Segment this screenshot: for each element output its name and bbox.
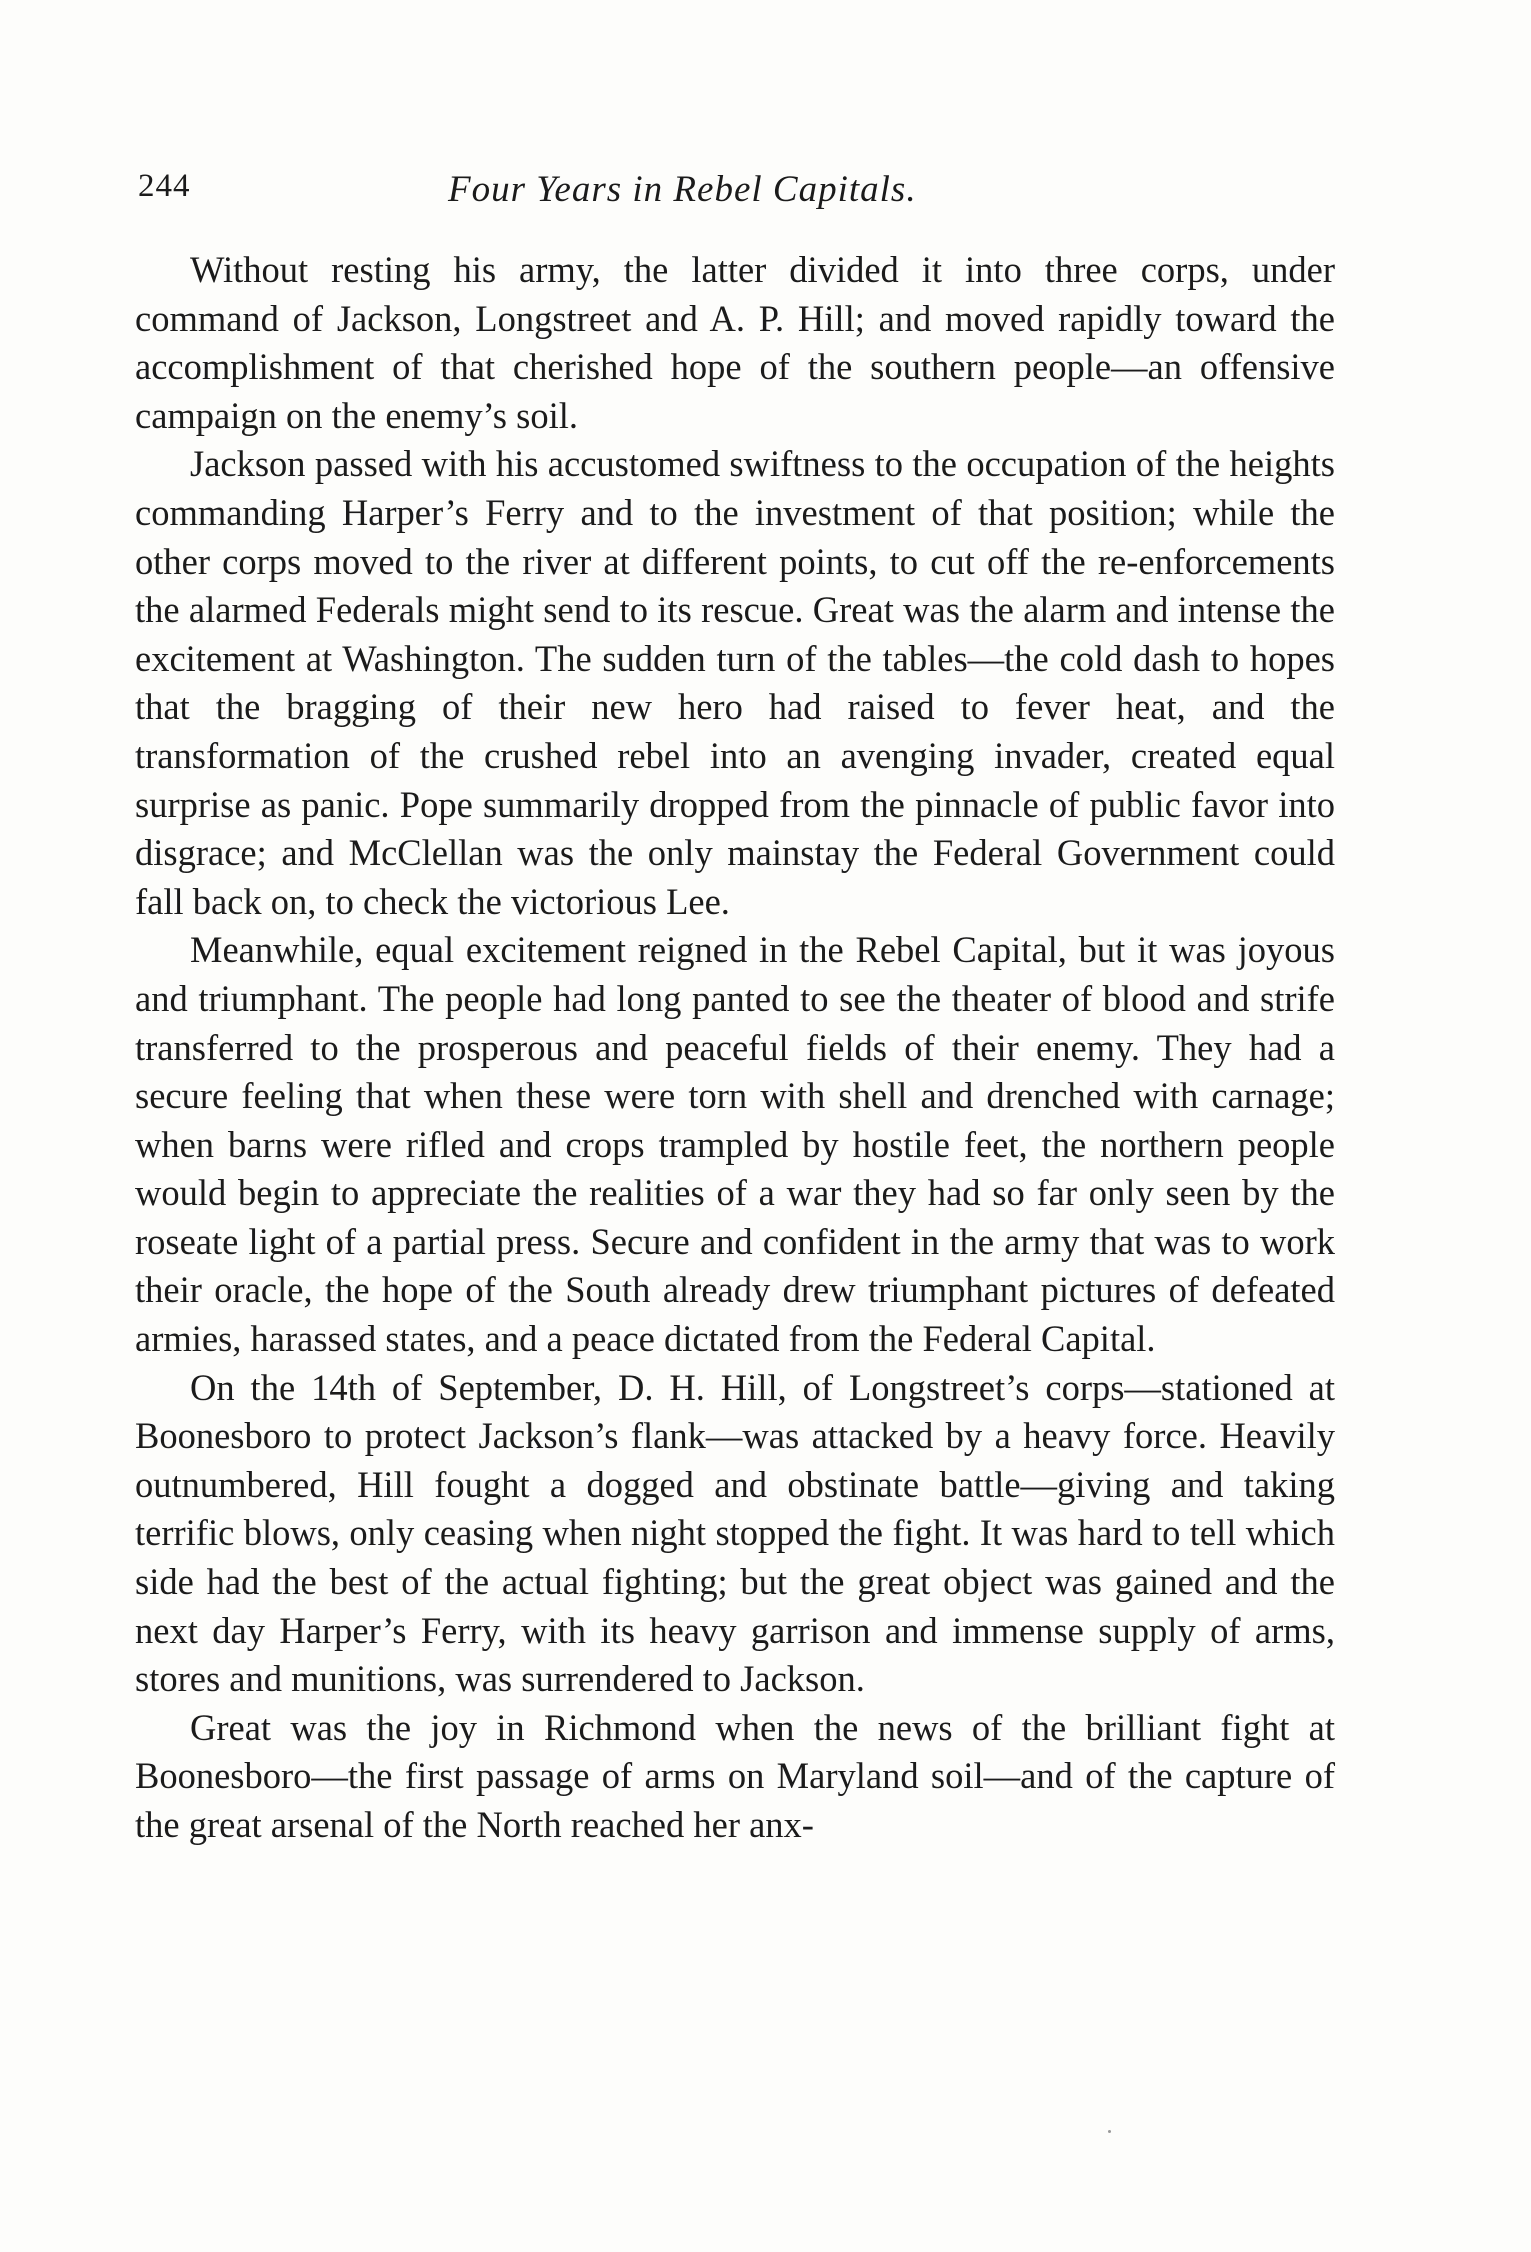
running-title: Four Years in Rebel Capitals. (448, 169, 917, 210)
paragraph-5: Great was the joy in Richmond when the news of the brilliant fight at Boonesboro—the first passage of arms on Maryland soil—and of the capture of the great arsenal of the North reached her anx- (135, 1706, 1335, 1845)
paragraph-1: Without resting his army, the latter divided it into three corps, under command of Jackson, Longstreet and A. P. Hill; and moved rapidly toward the accomplishment of that cherished hope of the southern people—an offensive campaign on the enemy’s soil. (135, 249, 1335, 436)
page-header (138, 168, 1338, 218)
paper-speck (1108, 2130, 1111, 2133)
page-number: 244 (138, 168, 191, 204)
paragraph-4: On the 14th of September, D. H. Hill, of Longstreet’s corps—stationed at Boonesboro to protect Jackson’s flank—was attacked by a heavy force. Heavily outnumbered, Hill fought a dogged and obstinate battle—giving and taking terrific blows, only ceasing when night stopped the fight. It was hard to tell which side had the best of the actual fighting; but the great object was gained and the next day Harper’s Ferry, with its heavy garrison and immense supply of arms, stores and munitions, was surrendered to Jackson. (135, 1366, 1335, 1700)
body-text (135, 246, 1335, 1850)
paragraph-2: Jackson passed with his accustomed swiftness to the occupation of the heights commanding Harper’s Ferry and to the investment of that position; while the other corps moved to the river at different points, to cut off the re-enforcements the alarmed Federals might send to its rescue. Great was the alarm and intense the excitement at Washington. The sudden turn of the tables—the cold dash to hopes that the bragging of their new hero had raised to fever heat, and the transformation of the crushed rebel into an avenging invader, created equal surprise as panic. Pope summarily dropped from the pinnacle of public favor into disgrace; and McClellan was the only mainstay the Federal Government could fall back on, to check the victorious Lee. (135, 443, 1335, 922)
paragraph-3: Meanwhile, equal excitement reigned in the Rebel Capital, but it was joyous and triumphant. The people had long panted to see the theater of blood and strife transferred to the prosperous and peaceful fields of their enemy. They had a secure feeling that when these were torn with shell and drenched with carnage; when barns were rifled and crops trampled by hostile feet, the northern people would begin to appreciate the realities of a war they had so far only seen by the roseate light of a partial press. Secure and confident in the army that was to work their oracle, the hope of the South already drew triumphant pictures of defeated armies, harassed states, and a peace dictated from the Federal Capital. (135, 929, 1335, 1360)
